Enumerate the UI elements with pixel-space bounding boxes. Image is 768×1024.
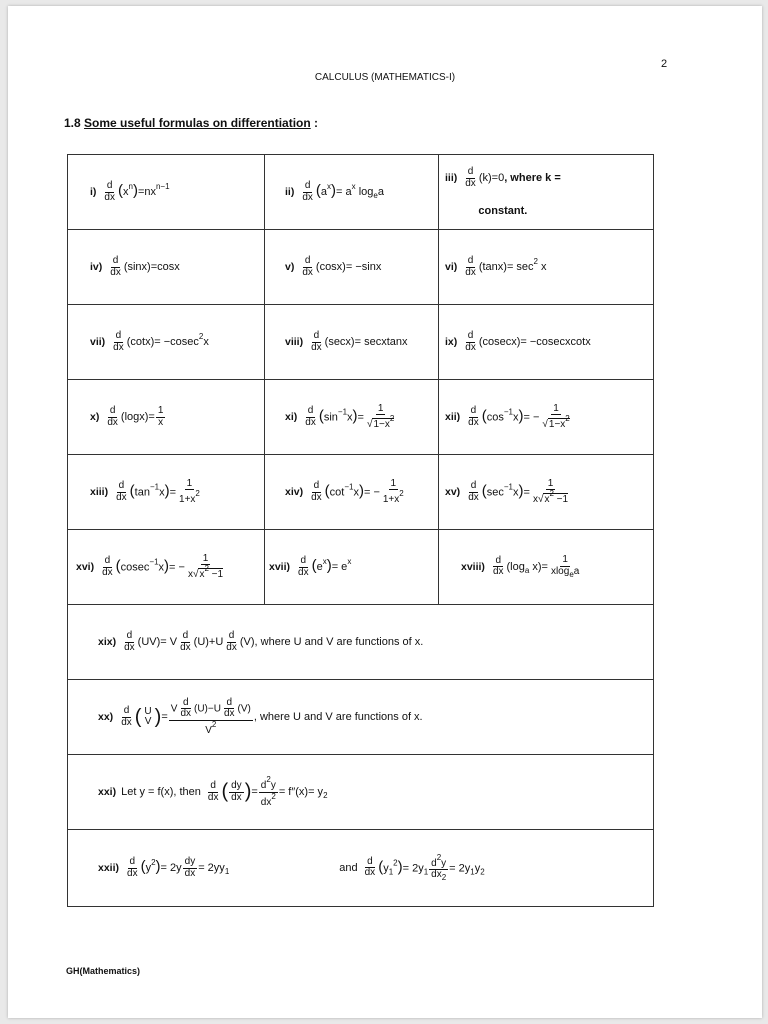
let-text: Let y = f(x), then xyxy=(121,786,201,798)
formula-cell xyxy=(68,680,653,754)
formula-cell xyxy=(439,380,653,454)
formula-cell xyxy=(265,230,439,304)
formula-cell xyxy=(68,305,265,379)
formula-label: vii) xyxy=(90,336,106,348)
formula: $\frac{d}{dx}$ $(x^n)=nx^{n-1}$ xyxy=(104,180,170,203)
document-page xyxy=(8,6,762,1018)
section-colon: : xyxy=(310,116,319,130)
constant-text: constant. xyxy=(478,205,528,217)
formula: $\frac{d}{dx}$ $(\sec^{-1}x)=$ $\frac{1}{x√x^2 -1}$ xyxy=(468,477,569,505)
formula-cell xyxy=(68,155,265,229)
table-row xyxy=(68,680,653,755)
table-row xyxy=(68,455,653,530)
formula: $\frac{d}{dx}$ $(\sin^{-1}x)=$ $\frac{1}{√1-x^2}$ xyxy=(305,402,395,430)
formula-label: viii) xyxy=(285,336,304,348)
formula-label: ix) xyxy=(445,336,458,348)
formula: $\frac{d}{dx}$ ( $\frac{dy}{dx}$ )= $\frac{d^2y}{dx^2}$ = $f''(x)= y_2$ xyxy=(207,775,328,808)
table-row xyxy=(68,155,653,230)
formula-label: xi) xyxy=(285,411,298,423)
where-uv-text: , where U and V are functions of x. xyxy=(253,711,423,723)
formula-cell xyxy=(68,380,265,454)
formula: $\frac{d}{dx}$ (k)=0 xyxy=(465,166,505,189)
section-number: 1.8 xyxy=(64,116,81,130)
formula: $\frac{d}{dx}$ $(\cot^{-1}x)=$ − $\frac{1}{1+x^2}$ xyxy=(311,477,404,505)
page-footer: GH(Mathematics) xyxy=(66,966,141,976)
where-k-text: , where k = xyxy=(504,171,561,184)
formula-label: xx) xyxy=(98,711,114,723)
formula-label: xv) xyxy=(445,486,461,498)
formula-label: xii) xyxy=(445,411,461,423)
formula: $\frac{d}{dx}$ (logx)= $\frac{1}{x}$ xyxy=(107,405,164,428)
and-text: and xyxy=(339,862,358,874)
formula-label: iv) xyxy=(90,261,103,273)
formula-cell xyxy=(439,230,653,304)
formula-label: vi) xyxy=(445,261,458,273)
formula-label: xviii) xyxy=(461,561,485,573)
formula-label: xvi) xyxy=(76,561,95,573)
formula-label: x) xyxy=(90,411,100,423)
table-row xyxy=(68,830,653,906)
table-row xyxy=(68,755,653,830)
formula: $\frac{d}{dx}$ $(e^x)= e^x$ xyxy=(298,555,352,578)
formula: $\frac{d}{dx}$ $(\tan^{-1}x)=$ $\frac{1}{1+x^2}$ xyxy=(116,477,200,505)
formula-cell xyxy=(68,755,653,829)
formula-cell xyxy=(439,155,653,229)
formula: $\frac{d}{dx}$ (cotx)= −cosec$^2$x xyxy=(113,330,209,353)
formula-label: xix) xyxy=(98,636,117,648)
formula-cell xyxy=(265,305,439,379)
formula-label: iii) xyxy=(445,171,458,184)
formula: $\frac{d}{dx}$ $(a^x)= a^x$ $\log_ea$ xyxy=(302,180,384,203)
formula-label: xiv) xyxy=(285,486,304,498)
formula-label: xvii) xyxy=(269,561,291,573)
formula-cell xyxy=(265,530,439,604)
formula: $\frac{d}{dx}$ (secx)= secxtanx xyxy=(311,330,408,353)
formula: $\frac{d}{dx}$ $(y_1^2)= 2y_1$ $\frac{d^2y}{dx_2}$ = $2y_1y_2$ xyxy=(364,852,485,883)
formula-cell xyxy=(439,530,653,604)
page-header: CALCULUS (MATHEMATICS-I) xyxy=(314,72,456,83)
formula: $\frac{d}{dx}$ $(\tan x)= \sec^2 x$ xyxy=(465,255,547,278)
formula: $\frac{d}{dx}$ ($\log_a$ x)= $\frac{1}{xlog_ea}$ xyxy=(492,554,580,579)
formula-cell xyxy=(439,455,653,529)
formula-cell xyxy=(265,455,439,529)
formula: $\frac{d}{dx}$ (cosecx)= −cosecxcotx xyxy=(465,330,591,353)
formula-cell xyxy=(265,380,439,454)
table-row xyxy=(68,605,653,680)
formula-cell xyxy=(439,305,653,379)
formula: $\frac{d}{dx}$ $(\cos^{-1}x)=$ − $\frac{1}{√1-x^2}$ xyxy=(468,402,570,430)
formula-label: xiii) xyxy=(90,486,109,498)
formula-cell xyxy=(68,830,653,906)
formula: $\frac{d}{dx}$ (cosec$^{-1}$x)= − $\frac{1}{x√x^2 -1}$ xyxy=(102,552,224,580)
formula-label: xxii) xyxy=(98,862,120,874)
table-row xyxy=(68,530,653,605)
formula-label: v) xyxy=(285,261,295,273)
formula: $\frac{d}{dx}$ (sinx)=cosx xyxy=(110,255,180,278)
formula-cell xyxy=(68,455,265,529)
formula-cell xyxy=(68,230,265,304)
table-row xyxy=(68,305,653,380)
formula: $\frac{d}{dx}$ $(y^2)= 2y$ $\frac{dy}{dx}$ = $2yy_1$ xyxy=(127,856,230,879)
table-row xyxy=(68,230,653,305)
formula-table xyxy=(67,154,654,907)
table-row xyxy=(68,380,653,455)
where-uv-text: , where U and V are functions of x. xyxy=(254,636,424,648)
formula-label: ii) xyxy=(285,186,295,198)
formula-label: i) xyxy=(90,186,97,198)
formula: $\frac{d}{dx}$ (UV)= V $\frac{d}{dx}$ (U)+U $\frac{d}{dx}$ (V) xyxy=(124,630,255,653)
formula: $\frac{d}{dx}$ ( U V )= V $\frac{d}{dx}$ (U)−U $\frac{d}{dx}$ (V) $V^2$ xyxy=(121,696,251,736)
formula-cell xyxy=(68,605,653,679)
formula-cell xyxy=(68,530,265,604)
formula: $\frac{d}{dx}$ (cosx)= −sinx xyxy=(302,255,382,278)
page-number: 2 xyxy=(661,58,668,70)
formula-cell xyxy=(265,155,439,229)
formula-label: xxi) xyxy=(98,786,117,798)
section-title: Some useful formulas on differentiation xyxy=(84,116,311,130)
section-heading xyxy=(64,116,318,130)
